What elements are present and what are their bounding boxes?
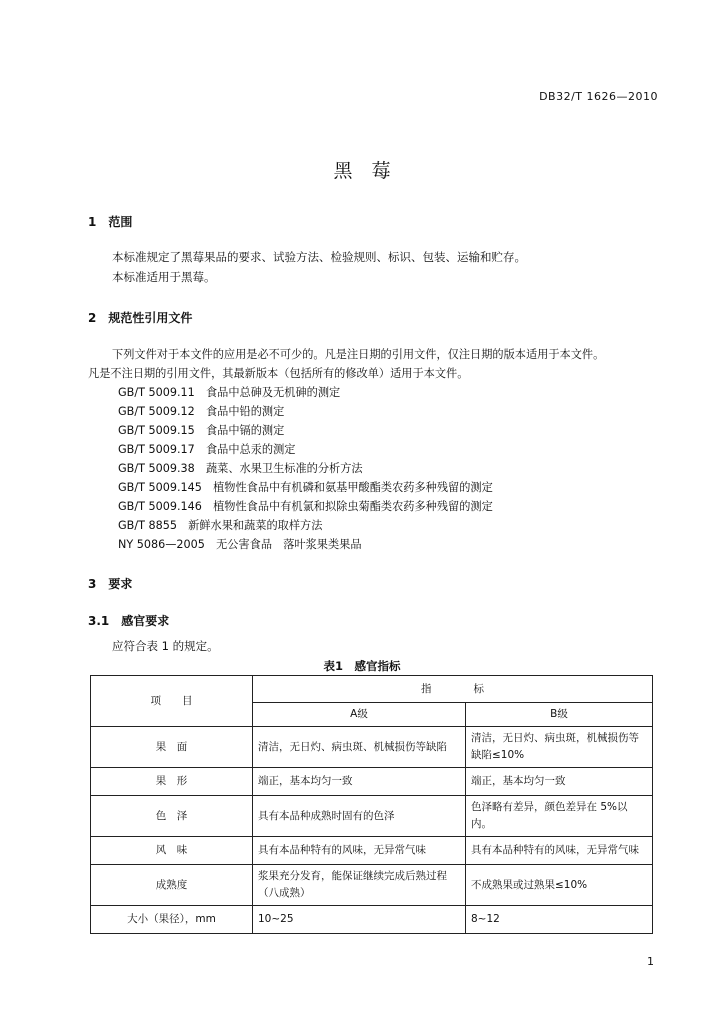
header-item: 项 目 — [91, 676, 253, 727]
reference-item: NY 5086—2005 无公害食品 落叶浆果类果品 — [118, 538, 362, 551]
reference-item: GB/T 8855 新鲜水果和蔬菜的取样方法 — [118, 519, 323, 532]
row-grade-b: 清洁，无日灼、病虫斑，机械损伤等缺陷≤10% — [466, 727, 653, 768]
section-3-heading: 3 要求 — [88, 577, 133, 591]
row-item: 风 味 — [91, 837, 253, 865]
standard-number: DB32/T 1626—2010 — [539, 90, 658, 103]
row-grade-a: 浆果充分发育，能保证继续完成后熟过程（八成熟） — [253, 865, 466, 906]
reference-item: GB/T 5009.17 食品中总汞的测定 — [118, 443, 296, 456]
table-caption: 表1 感官指标 — [323, 659, 401, 673]
reference-item: GB/T 5009.11 食品中总砷及无机砷的测定 — [118, 386, 341, 399]
row-item: 果 面 — [91, 727, 253, 768]
header-grade-b: B级 — [466, 703, 653, 727]
header-index: 指 标 — [253, 676, 653, 703]
row-item: 大小（果径），mm — [91, 906, 253, 934]
table-row — [91, 796, 653, 837]
table-row — [91, 727, 653, 768]
table-row — [91, 865, 653, 906]
section-2-paragraph-line-2: 凡是不注日期的引用文件，其最新版本（包括所有的修改单）适用于本文件。 — [88, 367, 469, 380]
document-title: 黑 莓 — [333, 160, 391, 182]
row-grade-b: 不成熟果或过熟果≤10% — [466, 865, 653, 906]
reference-item: GB/T 5009.146 植物性食品中有机氯和拟除虫菊酯类农药多种残留的测定 — [118, 500, 493, 513]
header-grade-a: A级 — [253, 703, 466, 727]
section-1-paragraph-1: 本标准规定了黑莓果品的要求、试验方法、检验规则、标识、包装、运输和贮存。 — [112, 250, 526, 264]
section-3-1-heading: 3.1 感官要求 — [88, 614, 170, 628]
reference-item: GB/T 5009.38 蔬菜、水果卫生标准的分析方法 — [118, 462, 363, 475]
page-number: 1 — [647, 955, 654, 968]
row-grade-b: 具有本品种特有的风味，无异常气味 — [466, 837, 653, 865]
section-2-heading: 2 规范性引用文件 — [88, 311, 193, 325]
row-grade-a: 10~25 — [253, 906, 466, 934]
table-row — [91, 906, 653, 934]
row-grade-b: 端正，基本均匀一致 — [466, 768, 653, 796]
row-item: 果 形 — [91, 768, 253, 796]
reference-item: GB/T 5009.145 植物性食品中有机磷和氨基甲酸酯类农药多种残留的测定 — [118, 481, 493, 494]
row-grade-b: 8~12 — [466, 906, 653, 934]
row-grade-b: 色泽略有差异，颜色差异在 5%以内。 — [466, 796, 653, 837]
section-2-paragraph-line-1: 下列文件对于本文件的应用是必不可少的。凡是注日期的引用文件，仅注日期的版本适用于本文件。 — [112, 348, 605, 361]
row-grade-a: 具有本品种成熟时固有的色泽 — [253, 796, 466, 837]
row-grade-a: 清洁，无日灼、病虫斑、机械损伤等缺陷 — [253, 727, 466, 768]
row-grade-a: 端正，基本均匀一致 — [253, 768, 466, 796]
reference-item: GB/T 5009.12 食品中铅的测定 — [118, 405, 285, 418]
row-item: 色 泽 — [91, 796, 253, 837]
section-1-heading: 1 范围 — [88, 215, 133, 229]
table-row — [91, 837, 653, 865]
table-row — [91, 768, 653, 796]
sensory-index-table — [90, 675, 653, 934]
row-grade-a: 具有本品种特有的风味，无异常气味 — [253, 837, 466, 865]
row-item: 成熟度 — [91, 865, 253, 906]
section-3-1-paragraph: 应符合表 1 的规定。 — [112, 639, 219, 653]
section-1-paragraph-2: 本标准适用于黑莓。 — [112, 270, 216, 284]
reference-item: GB/T 5009.15 食品中镉的测定 — [118, 424, 285, 437]
